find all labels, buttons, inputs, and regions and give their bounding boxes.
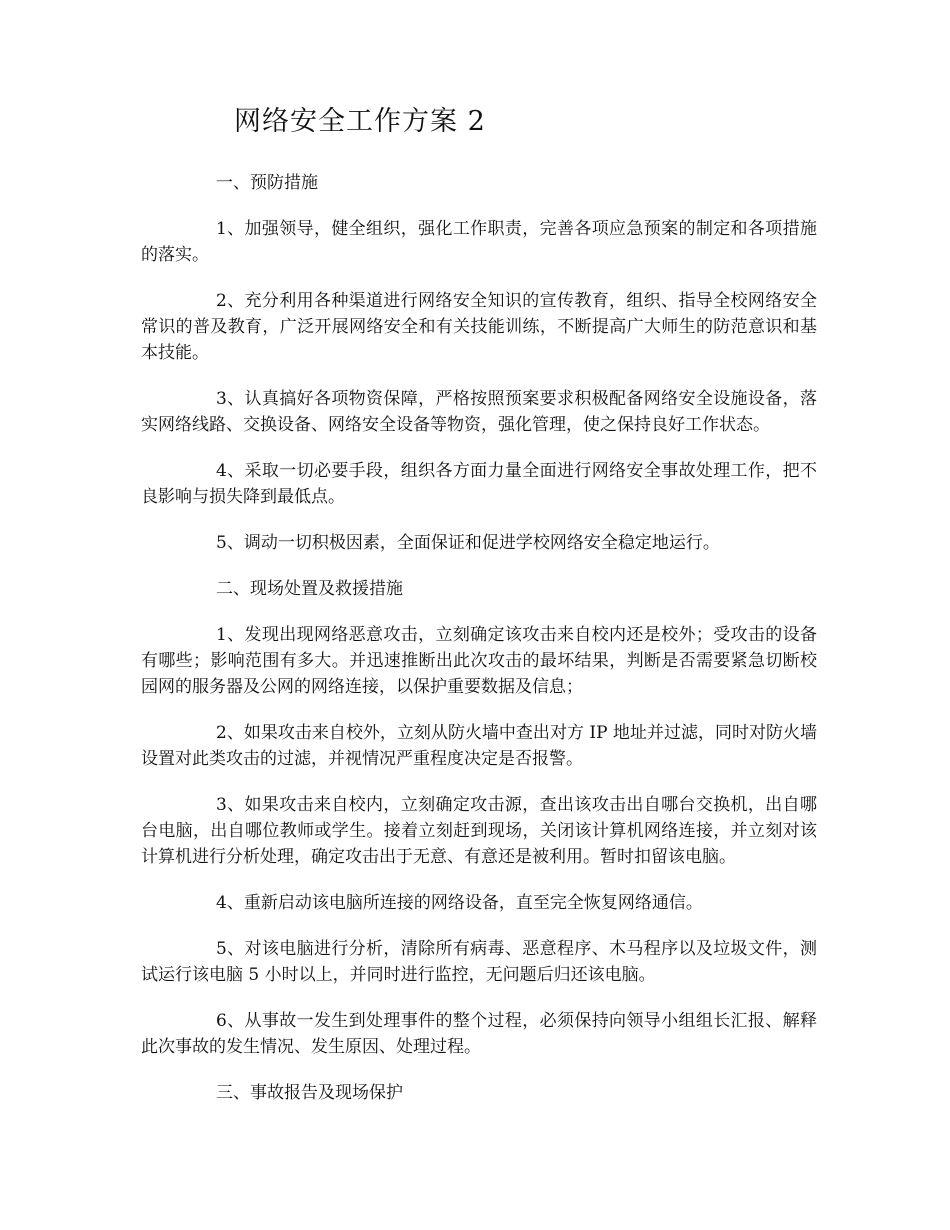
paragraph: 6、从事故一发生到处理事件的整个过程，必须保持向领导小组组长汇报、解释此次事故的发生情况、发生原因、处理过程。 xyxy=(141,1011,817,1057)
paragraph: 3、如果攻击来自校内，立刻确定攻击源，查出该攻击出自哪台交换机，出自哪台电脑，出自哪位教师或学生。接着立刻赶到现场，关闭该计算机网络连接，并立刻对该计算机进行分析处理，确定攻击出于无意、有意还是被利用。暂时扣留该电脑。 xyxy=(141,795,817,867)
paragraph: 5、对该电脑进行分析，清除所有病毒、恶意程序、木马程序以及垃圾文件，测试运行该电脑 5 小时以上，并同时进行监控，无问题后归还该电脑。 xyxy=(141,939,817,985)
paragraph: 3、认真搞好各项物资保障，严格按照预案要求积极配备网络安全设施设备，落实网络线路、交换设备、网络安全设备等物资，强化管理，使之保持良好工作状态。 xyxy=(141,389,817,435)
paragraph: 2、充分利用各种渠道进行网络安全知识的宣传教育，组织、指导全校网络安全常识的普及教育，广泛开展网络安全和有关技能训练，不断提高广大师生的防范意识和基本技能。 xyxy=(141,291,817,363)
section-heading: 二、现场处置及救援措施 xyxy=(216,579,403,599)
paragraph: 4、采取一切必要手段，组织各方面力量全面进行网络安全事故处理工作，把不良影响与损失降到最低点。 xyxy=(141,461,817,507)
section-heading: 一、预防措施 xyxy=(216,173,318,193)
paragraph: 1、发现出现网络恶意攻击，立刻确定该攻击来自校内还是校外；受攻击的设备有哪些；影响范围有多大。并迅速推断出此次攻击的最坏结果，判断是否需要紧急切断校园网的服务器及公网的网络连接，以保护重要数据及信息； xyxy=(141,625,817,697)
paragraph: 5、调动一切积极因素，全面保证和促进学校网络安全稳定地运行。 xyxy=(216,533,720,553)
paragraph: 2、如果攻击来自校外，立刻从防火墙中查出对方 IP 地址并过滤，同时对防火墙设置对此类攻击的过滤，并视情况严重程度决定是否报警。 xyxy=(141,723,817,769)
document-title: 网络安全工作方案 2 xyxy=(234,106,486,137)
section-heading: 三、事故报告及现场保护 xyxy=(216,1083,403,1103)
paragraph: 1、加强领导，健全组织，强化工作职责，完善各项应急预案的制定和各项措施的落实。 xyxy=(141,219,817,265)
document-body xyxy=(141,170,817,1126)
paragraph: 4、重新启动该电脑所连接的网络设备，直至完全恢复网络通信。 xyxy=(216,893,703,913)
